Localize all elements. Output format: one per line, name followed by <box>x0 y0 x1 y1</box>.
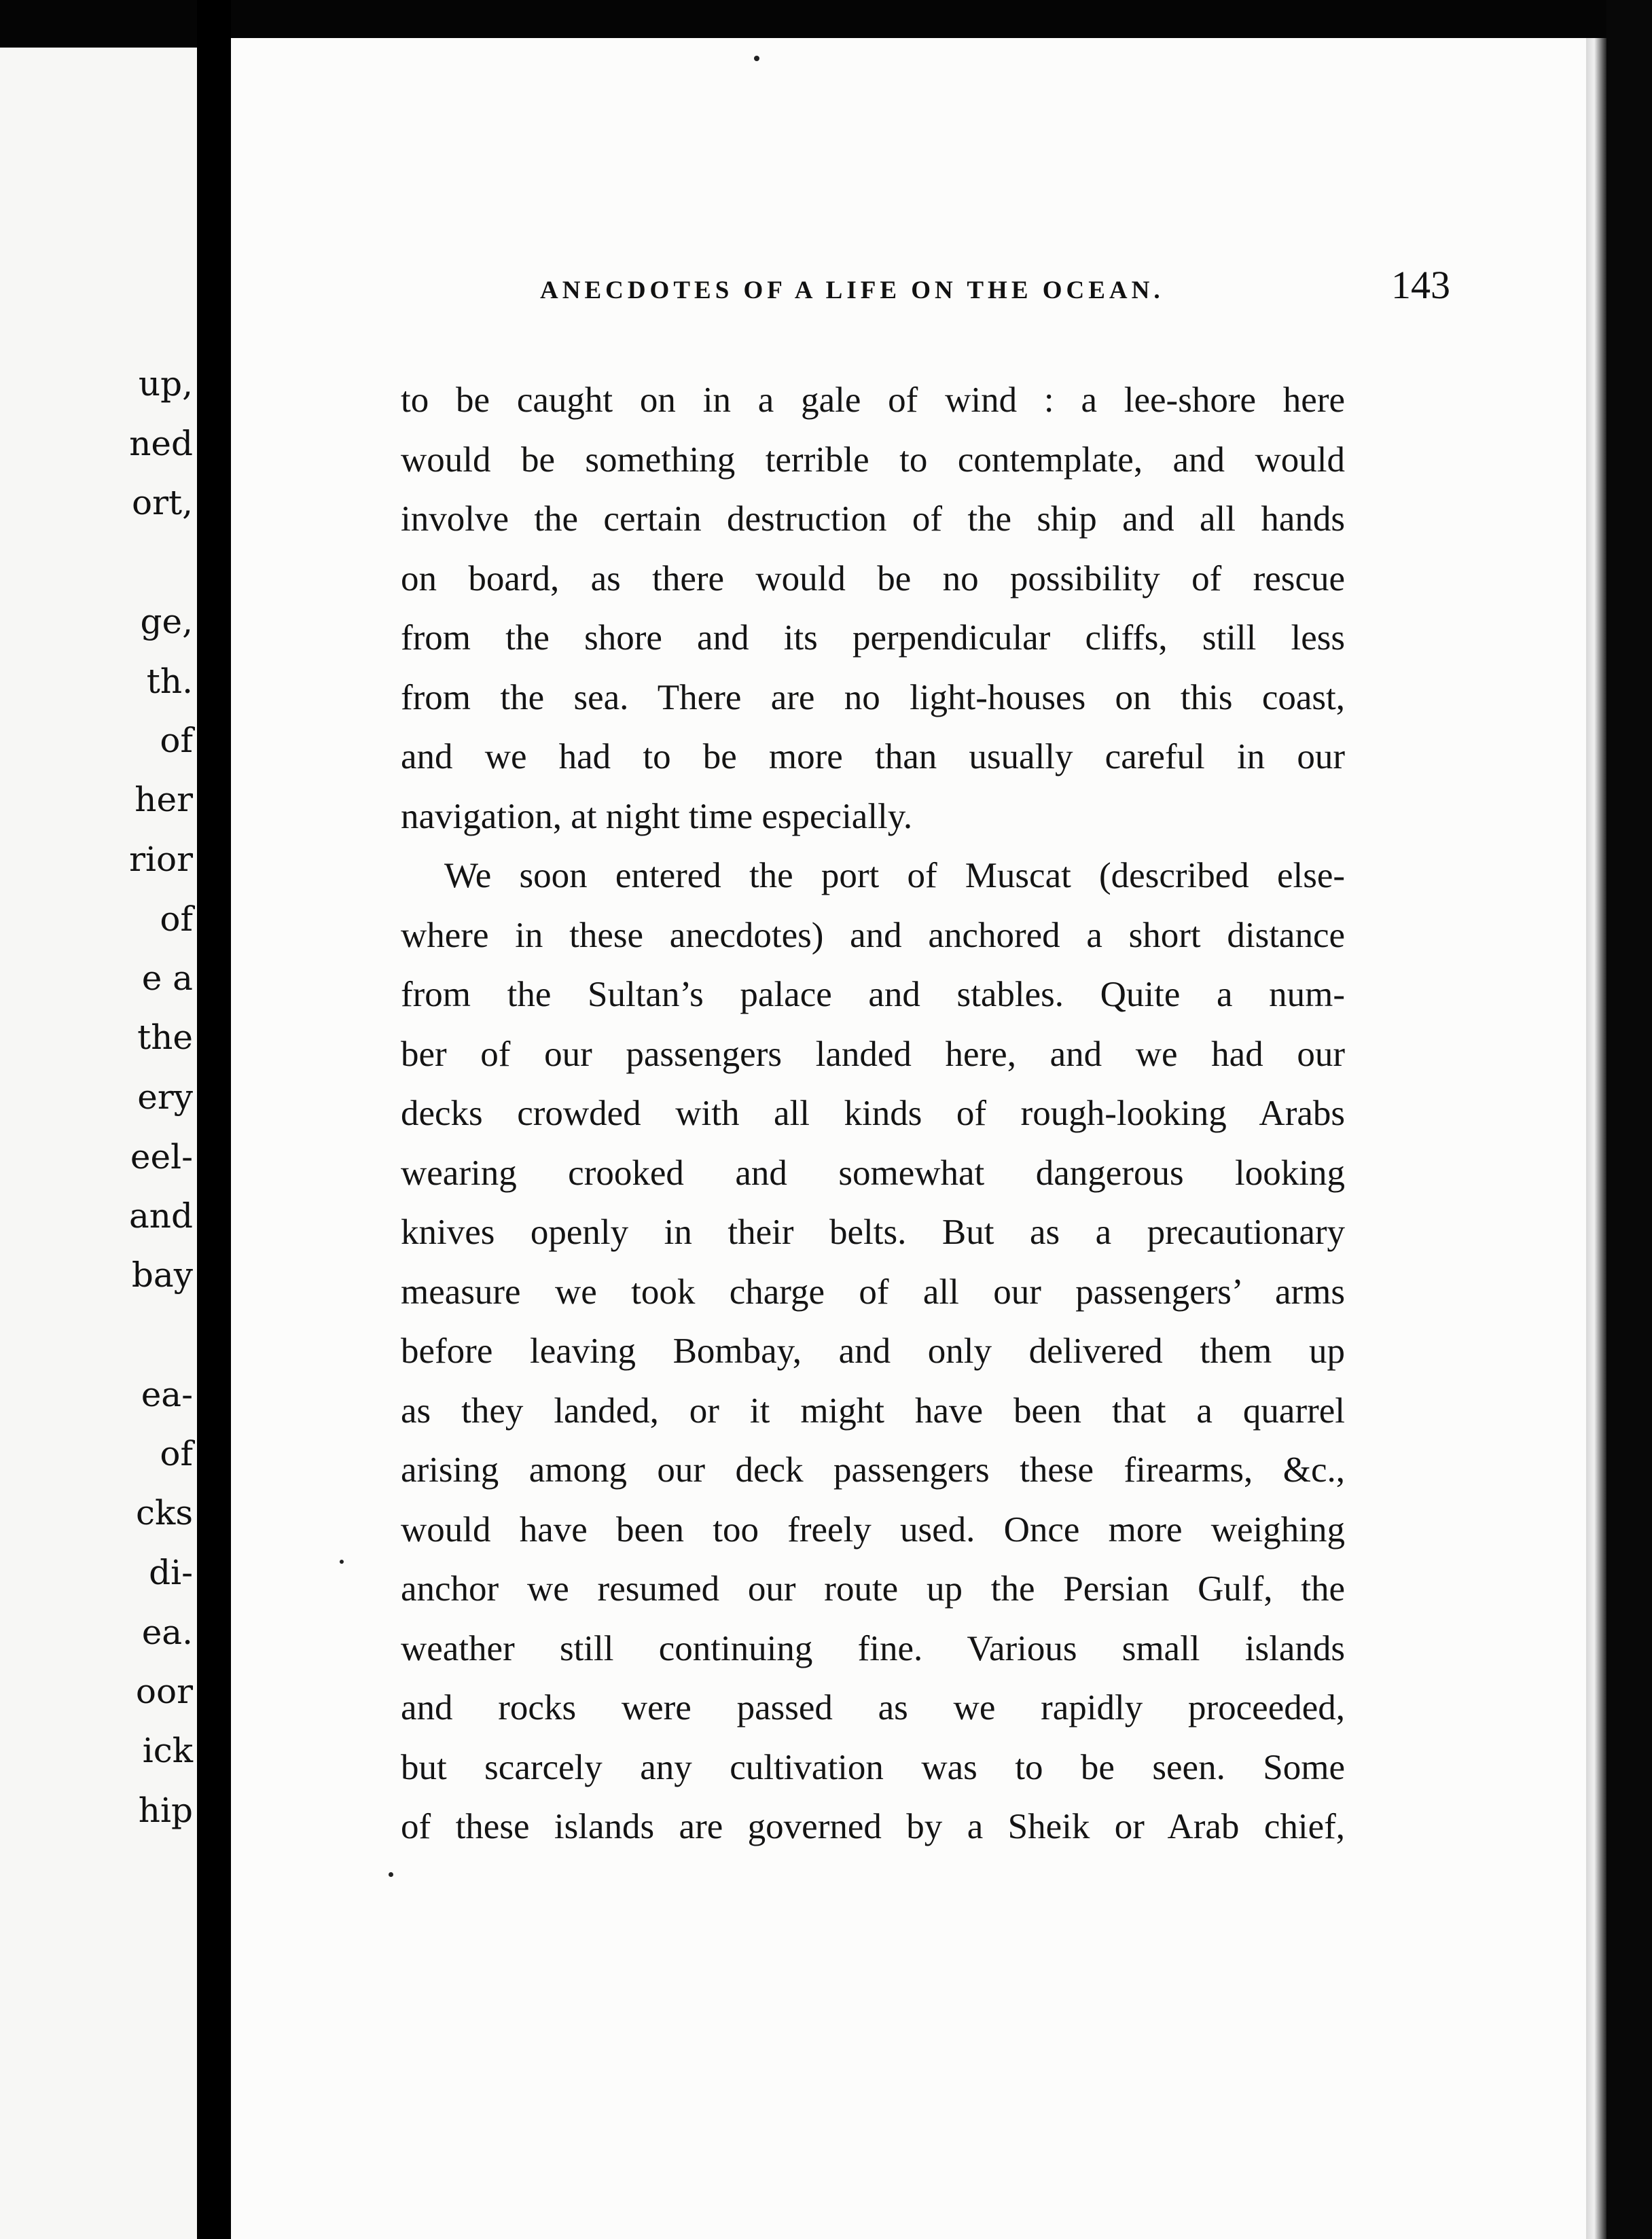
body-text <box>401 371 1345 1857</box>
left-page-fragment: eel- <box>130 1137 193 1177</box>
left-page-fragment: di- <box>149 1553 193 1592</box>
text-line: from the sea. There are no light-houses on this coast, <box>401 677 1345 717</box>
text-line: on board, as there would be no possibility of rescue <box>401 558 1345 598</box>
book-page <box>231 38 1586 2239</box>
left-page-fragment: bay <box>131 1255 193 1295</box>
left-page-fragment: and <box>128 1196 193 1236</box>
text-line: weather still continuing fine. Various small islands <box>401 1628 1345 1668</box>
left-page-fragment: rior <box>129 840 193 879</box>
text-line: from the shore and its perpendicular cliffs, still less <box>401 618 1345 658</box>
left-page-fragment: of <box>160 721 193 760</box>
paragraph <box>401 371 1345 846</box>
text-line: and rocks were passed as we rapidly proceeded, <box>401 1688 1345 1727</box>
left-page-fragment: ort, <box>132 483 193 522</box>
left-page-fragment: up, <box>138 364 193 404</box>
text-line: navigation, at night time especially. <box>401 796 913 836</box>
text-line: of these islands are governed by a Sheik or Arab chief, <box>401 1807 1345 1846</box>
text-line: from the Sultan’s palace and stables. Quite a num- <box>401 975 1345 1014</box>
left-page-fragment: ea. <box>141 1613 193 1652</box>
scan-border <box>1606 0 1652 2239</box>
book-gutter <box>197 0 231 2239</box>
text-line: wearing crooked and somewhat dangerous looking <box>401 1153 1345 1193</box>
left-page-fragment: ge, <box>140 602 193 641</box>
text-line: before leaving Bombay, and only delivered them up <box>401 1331 1345 1371</box>
paragraph <box>401 846 1345 1857</box>
text-line: knives openly in their belts. But as a precautionary <box>401 1213 1345 1252</box>
text-line: arising among our deck passengers these firearms, &c., <box>401 1450 1345 1490</box>
ink-speck <box>389 1872 393 1877</box>
text-line: We soon entered the port of Muscat (described else- <box>444 856 1345 895</box>
ink-speck <box>340 1560 344 1564</box>
text-line: ber of our passengers landed here, and we had our <box>401 1034 1345 1074</box>
text-line: would be something terrible to contemplate, and would <box>401 440 1345 480</box>
running-head <box>540 262 1450 317</box>
text-line: decks crowded with all kinds of rough-looking Arabs <box>401 1094 1345 1133</box>
running-title: ANECDOTES OF A LIFE ON THE OCEAN. <box>540 276 1164 304</box>
text-line: and we had to be more than usually careful in our <box>401 737 1345 776</box>
page-edge <box>1586 38 1606 2239</box>
text-line: but scarcely any cultivation was to be seen. Some <box>401 1747 1345 1787</box>
left-page-fragment: her <box>134 780 193 819</box>
ink-speck <box>754 56 759 61</box>
text-line: involve the certain destruction of the ship and all hands <box>401 499 1345 539</box>
left-page-sliver <box>0 48 197 2239</box>
text-line: would have been too freely used. Once more weighing <box>401 1509 1345 1550</box>
left-page-fragment: oor <box>135 1672 193 1711</box>
text-line: to be caught on in a gale of wind : a lee-shore here <box>401 380 1345 420</box>
left-page-fragment: e a <box>141 959 193 998</box>
text-line: as they landed, or it might have been that a quarrel <box>401 1391 1345 1431</box>
left-page-fragment: cks <box>136 1493 193 1533</box>
left-page-fragment: of <box>160 899 193 939</box>
text-line: measure we took charge of all our passengers’ arms <box>401 1272 1345 1312</box>
text-line: anchor we resumed our route up the Persian Gulf, the <box>401 1569 1345 1609</box>
left-page-fragment: the <box>137 1018 193 1057</box>
left-page-fragment: ned <box>129 424 193 463</box>
left-page-fragment: th. <box>146 662 193 701</box>
page-number: 143 <box>1391 263 1450 307</box>
left-page-fragment: ery <box>137 1077 193 1117</box>
left-page-fragment: ea- <box>141 1375 193 1414</box>
text-line: where in these anecdotes) and anchored a short distance <box>401 915 1345 955</box>
left-page-fragment: of <box>160 1434 193 1473</box>
left-page-fragment: hip <box>138 1791 193 1830</box>
left-page-fragment: ick <box>142 1731 193 1770</box>
